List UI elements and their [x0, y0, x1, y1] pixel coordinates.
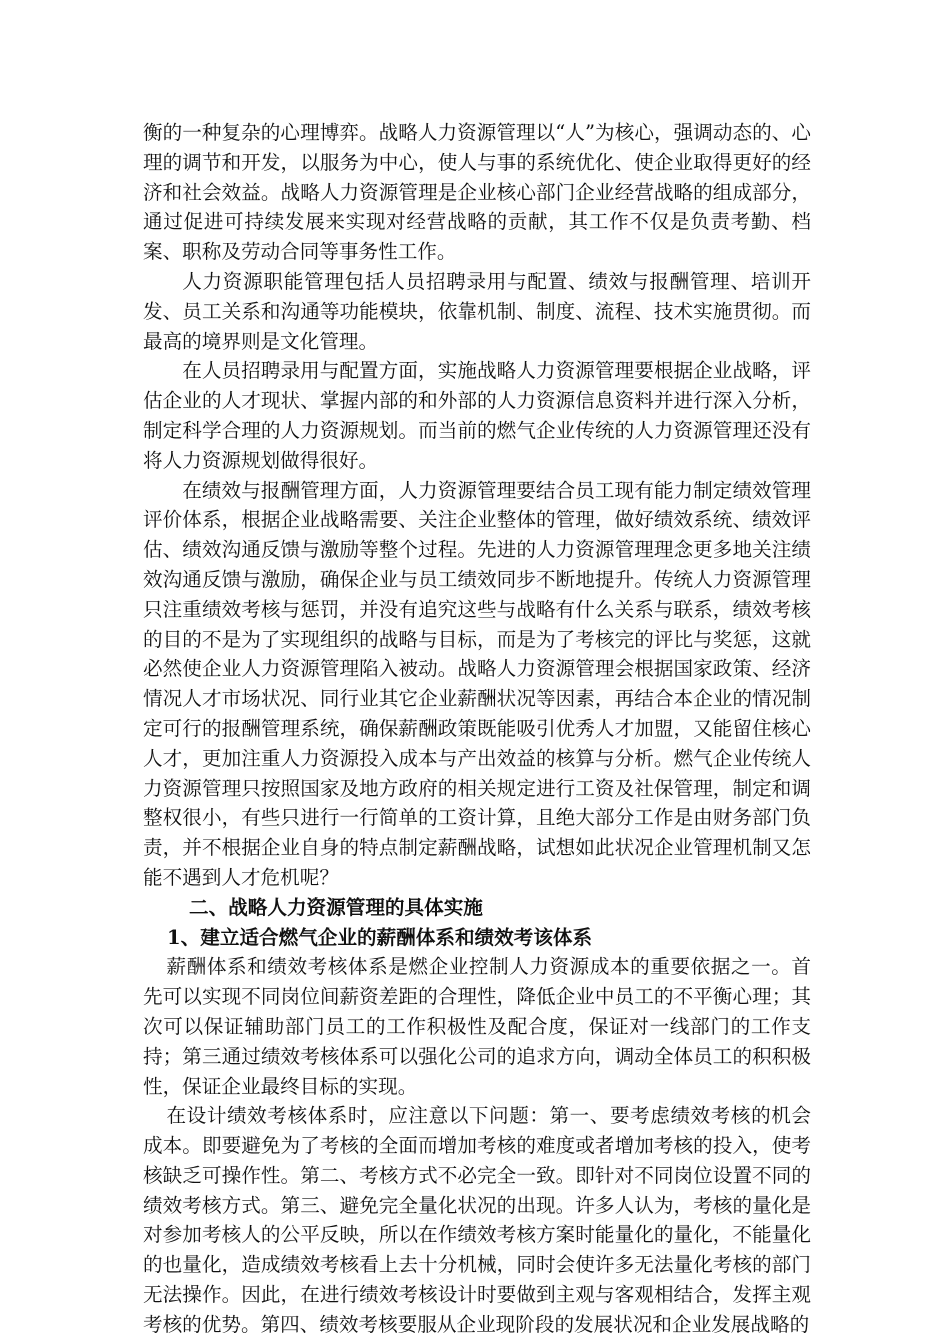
paragraph-continuation: 衡的一种复杂的心理博弈。战略人力资源管理以“人”为核心，强调动态的、心理的调节和开发，以服务为中心，使人与事的系统优化、使企业取得更好的经济和社会效益。战略人力资源管理是企业核心部门企业经营战略的组成部分，通过促进可持续发展来实现对经营战略的贡献，其工作不仅是负责考勤、档案、职称及劳动合同等事务性工作。	[143, 121, 811, 264]
paragraph-recruitment: 在人员招聘录用与配置方面，实施战略人力资源管理要根据企业战略，评估企业的人才现状、掌握内部的和外部的人力资源信息资料并进行深入分析，制定科学合理的人力资源规划。而当前的燃气企业传统的人力资源管理还没有将人力资源规划做得很好。	[143, 359, 811, 472]
paragraph-performance-compensation: 在绩效与报酬管理方面，人力资源管理要结合员工现有能力制定绩效管理评价体系，根据企业战略需要、关注企业整体的管理，做好绩效系统、绩效评估、绩效沟通反馈与激励等整个过程。先进的人力资源管理理念更多地关注绩效沟通反馈与激励，确保企业与员工绩效同步不断地提升。传统人力资源管理只注重绩效考核与惩罚，并没有追究这些与战略有什么关系与联系，绩效考核的目的不是为了实现组织的战略与目标，而是为了考核完的评比与奖惩，这就必然使企业人力资源管理陷入被动。战略人力资源管理会根据国家政策、经济情况人才市场状况、同行业其它企业薪酬状况等因素，再结合本企业的情况制定可行的报酬管理系统，确保薪酬政策既能吸引优秀人才加盟，又能留住核心人才，更加注重人力资源投入成本与产出效益的核算与分析。燃气企业传统人力资源管理只按照国家及地方政府的相关规定进行工资及社保管理，制定和调整权很小，有些只进行一行简单的工资计算，且绝大部分工作是由财务部门负责，并不根据企业自身的特点制定薪酬战略，试想如此状况企业管理机制又怎能不遇到人才危机呢？	[143, 478, 811, 889]
section-heading: 二、战略人力资源管理的具体实施	[189, 895, 483, 919]
paragraph-salary-system: 薪酬体系和绩效考核体系是燃企业控制人力资源成本的重要依据之一。首先可以实现不同岗位间薪资差距的合理性，降低企业中员工的不平衡心理；其次可以保证辅助部门员工的工作积极性及配合度，保证对一线部门的工作支持；第三通过绩效考核体系可以强化公司的追求方向，调动全体员工的积积极性，保证企业最终目标的实现。	[143, 955, 811, 1098]
paragraph-performance-design: 在设计绩效考核体系时，应注意以下问题：第一、要考虑绩效考核的机会成本。即要避免为了考核的全面而增加考核的难度或者增加考核的投入，使考核缺乏可操作性。第二、考核方式不必完全一致。即针对不同岗位设置不同的绩效考核方式。第三、避免完全量化状况的出现。许多人认为，考核的量化是对参加考核人的公平反映，所以在作绩效考核方案时能量化的量化，不能量化的也量化，造成绩效考核看上去十分机械，同时会使许多无法量化考核的部门无法操作。因此，在进行绩效考核设计时要做到主观与客观相结合，发挥主观考核的优势。第四、绩效考核要服从企业现阶段的发展状况和企业发展战略的	[143, 1104, 811, 1336]
paragraph-hr-functions: 人力资源职能管理包括人员招聘录用与配置、绩效与报酬管理、培训开发、员工关系和沟通等功能模块，依靠机制、制度、流程、技术实施贯彻。而最高的境界则是文化管理。	[143, 269, 811, 353]
subsection-heading: 1、建立适合燃气企业的薪酬体系和绩效考该体系	[167, 925, 593, 949]
document-page	[143, 118, 811, 1340]
